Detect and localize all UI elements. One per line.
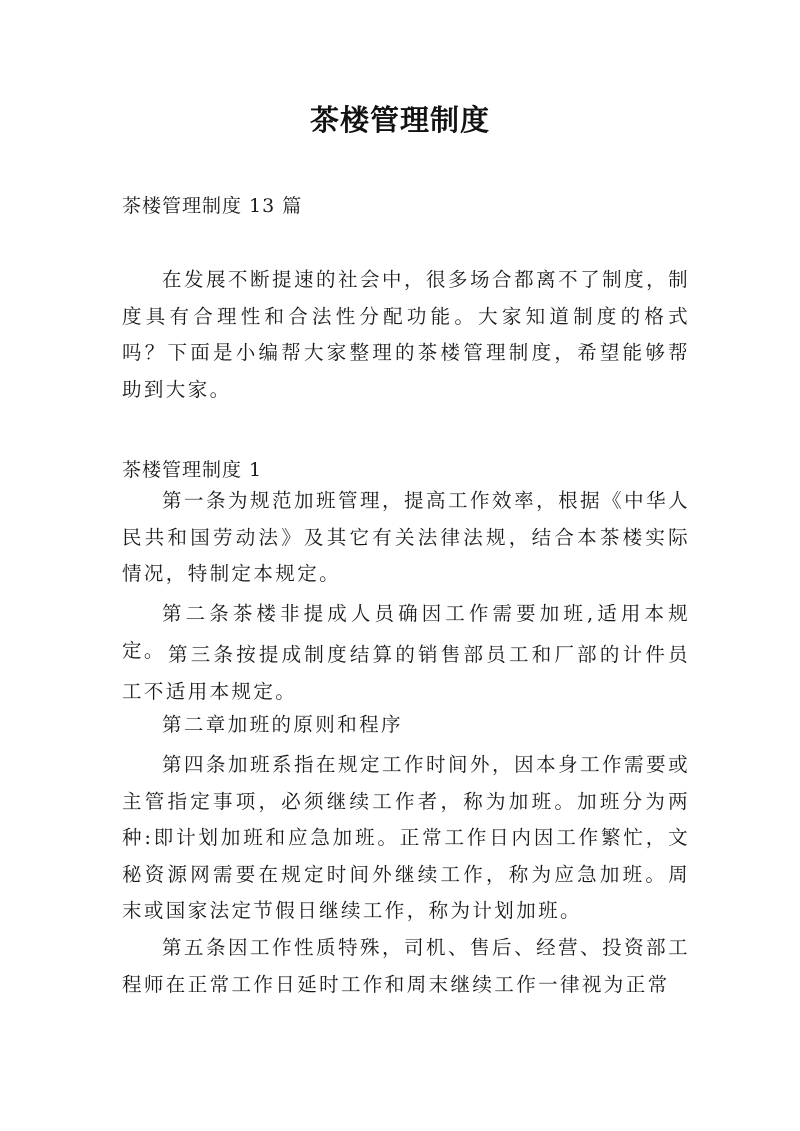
document-title: 茶楼管理制度 xyxy=(309,103,490,137)
document-subtitle: 茶楼管理制度 13 篇 xyxy=(122,195,303,217)
intro-paragraph: 在发展不断提速的社会中，很多场合都离不了制度，制度具有合理性和合法性分配功能。大家知道制度的格式吗？下面是小编帮大家整理的茶楼管理制度，希望能够帮助到大家。 xyxy=(122,268,690,401)
paragraph-article-5: 第五条因工作性质特殊，司机、售后、经营、投资部工程师在正常工作日延时工作和周末继续工作一律视为正常 xyxy=(122,936,690,996)
paragraph-article-2: 第二条茶楼非提成人员确因工作需要加班,适用本规定。 xyxy=(122,602,690,662)
paragraph-article-4: 第四条加班系指在规定工作时间外，因本身工作需要或主管指定事项，必须继续工作者，称为加班。加班分为两种:即计划加班和应急加班。正常工作日内因工作繁忙，文秘资源网需要在规定时间外继续工作，称为应急加班。周末或国家法定节假日继续工作，称为计划加班。 xyxy=(122,753,690,923)
section-heading: 茶楼管理制度 1 xyxy=(122,459,263,481)
chapter-heading: 第二章加班的原则和程序 xyxy=(162,713,403,736)
paragraph-article-1: 第一条为规范加班管理，提高工作效率，根据《中华人民共和国劳动法》及其它有关法律法规，结合本茶楼实际情况，特制定本规定。 xyxy=(122,489,690,586)
paragraph-article-3: 第三条按提成制度结算的销售部员工和厂部的计件员工不适用本规定。 xyxy=(122,643,690,703)
